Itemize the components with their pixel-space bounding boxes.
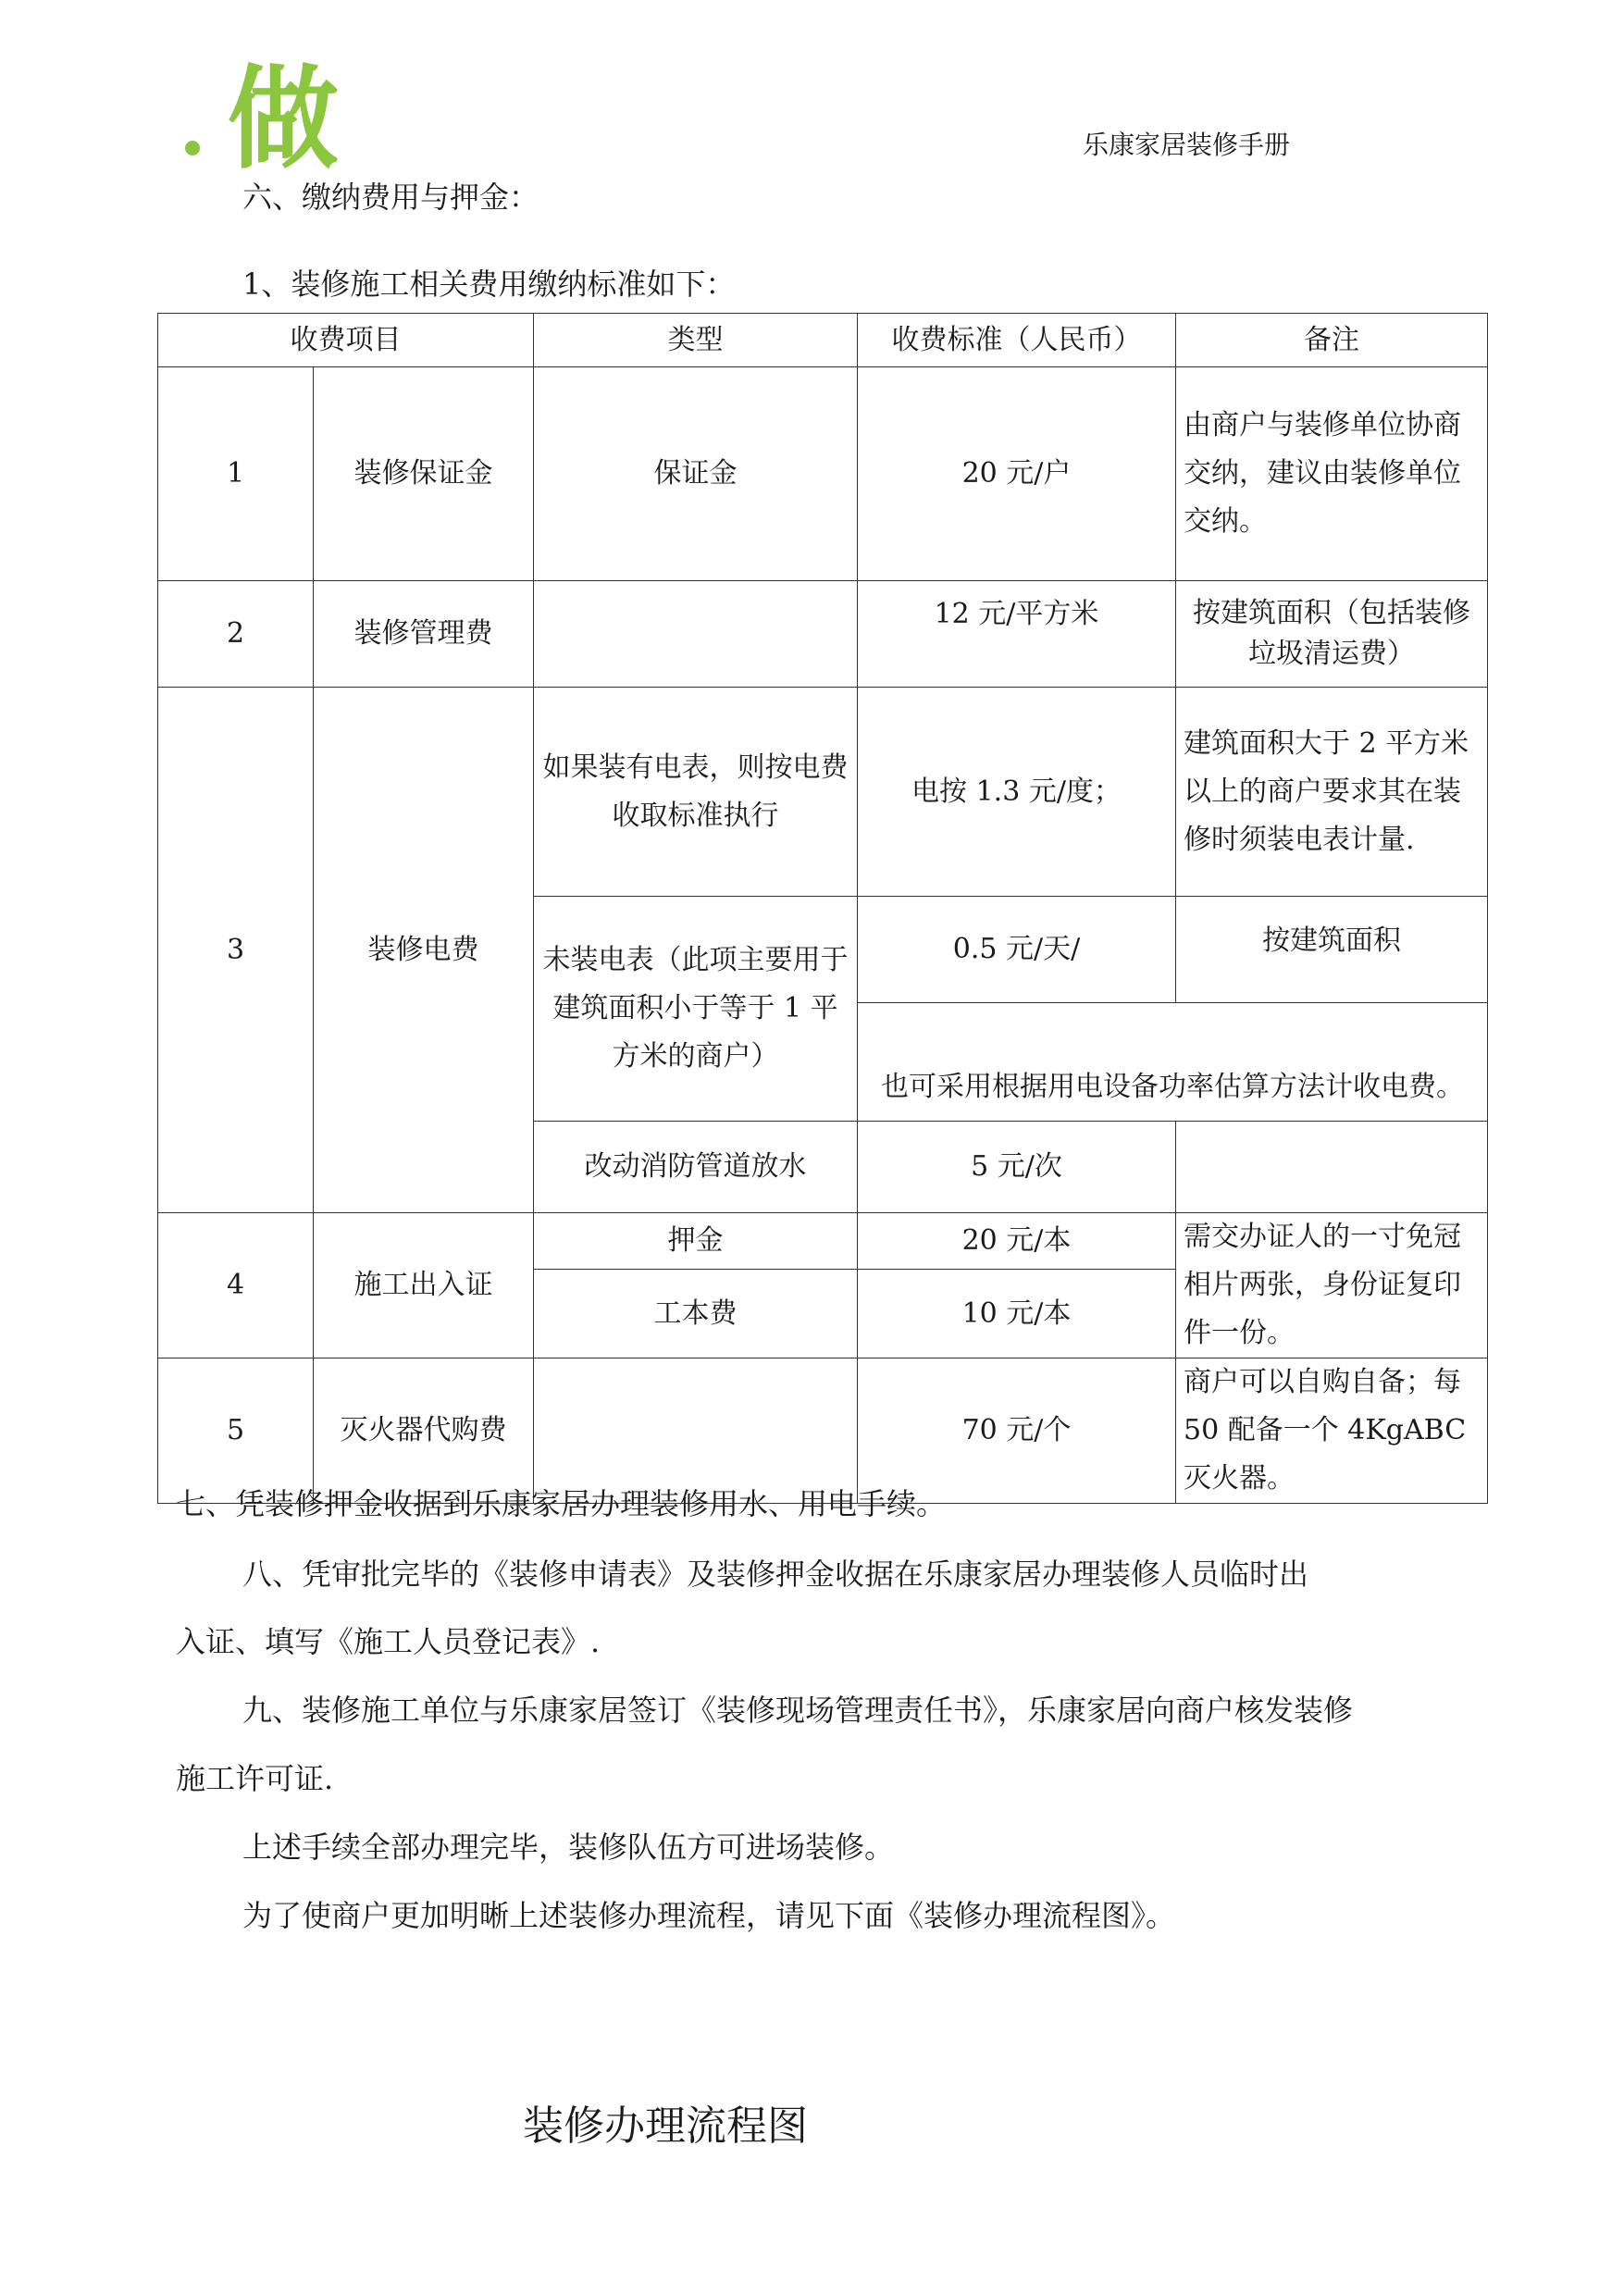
row1-type: 保证金	[534, 367, 858, 581]
row1-standard: 20 元/户	[858, 367, 1176, 581]
row3-note-c	[1176, 1122, 1488, 1213]
row4-type-b: 工本费	[534, 1270, 858, 1358]
row2-type	[534, 581, 858, 688]
table-row	[158, 581, 1488, 688]
fee-table	[157, 313, 1488, 1504]
row5-no: 5	[158, 1358, 314, 1504]
paragraph-8-line1: 八、凭审批完毕的《装修申请表》及装修押金收据在乐康家居办理装修人员临时出	[242, 1557, 1309, 1592]
row2-note: 按建筑面积（包括装修垃圾清运费）	[1176, 581, 1488, 688]
flow-chart-title: 装修办理流程图	[523, 2103, 808, 2150]
row2-no: 2	[158, 581, 314, 688]
row3-type-a: 如果装有电表，则按电费收取标准执行	[534, 688, 858, 897]
logo-dot	[185, 141, 200, 155]
paragraph-9-line1: 九、装修施工单位与乐康家居签订《装修现场管理责任书》，乐康家居向商户核发装修	[242, 1693, 1354, 1728]
row3-alternative-method: 也可采用根据用电设备功率估算方法计收电费。	[858, 1003, 1488, 1122]
row5-item: 灭火器代购费	[314, 1358, 534, 1504]
header-item: 收费项目	[158, 314, 534, 367]
row3-type-b: 未装电表（此项主要用于建筑面积小于等于 1 平方米的商户）	[534, 897, 858, 1122]
paragraph-11: 为了使商户更加明晰上述装修办理流程，请见下面《装修办理流程图》。	[242, 1898, 1176, 1933]
row4-item: 施工出入证	[314, 1213, 534, 1358]
row4-note: 需交办证人的一寸免冠相片两张，身份证复印件一份。	[1176, 1213, 1488, 1358]
section6-heading: 六、缴纳费用与押金：	[242, 180, 539, 215]
table-row	[158, 688, 1488, 897]
row3-standard-b: 0.5 元/天/	[858, 897, 1176, 1003]
row5-standard: 70 元/个	[858, 1358, 1176, 1504]
logo-character: 做	[228, 56, 339, 184]
table-row	[158, 1213, 1488, 1270]
row4-standard-a: 20 元/本	[858, 1213, 1176, 1270]
row4-no: 4	[158, 1213, 314, 1358]
row1-no: 1	[158, 367, 314, 581]
paragraph-10: 上述手续全部办理完毕，装修队伍方可进场装修。	[242, 1830, 895, 1865]
row3-note-a: 建筑面积大于 2 平方米以上的商户要求其在装修时须装电表计量.	[1176, 688, 1488, 897]
row4-standard-b: 10 元/本	[858, 1270, 1176, 1358]
row1-item: 装修保证金	[314, 367, 534, 581]
fee-table-header-row	[158, 314, 1488, 367]
row5-note: 商户可以自购自备；每 50 配备一个 4KgABC 灭火器。	[1176, 1358, 1488, 1504]
row3-item: 装修电费	[314, 688, 534, 1213]
document-title: 乐康家居装修手册	[1083, 130, 1291, 160]
paragraph-9-line2: 施工许可证.	[176, 1761, 334, 1796]
row1-note: 由商户与装修单位协商交纳，建议由装修单位交纳。	[1176, 367, 1488, 581]
header-type: 类型	[534, 314, 858, 367]
row4-type-a: 押金	[534, 1213, 858, 1270]
header-standard: 收费标准（人民币）	[858, 314, 1176, 367]
row3-standard-a: 电按 1.3 元/度；	[858, 688, 1176, 897]
row2-standard: 12 元/平方米	[858, 581, 1176, 688]
row5-type	[534, 1358, 858, 1504]
row2-item: 装修管理费	[314, 581, 534, 688]
brand-logo	[185, 37, 339, 184]
paragraph-8-line2: 入证、填写《施工人员登记表》.	[176, 1624, 601, 1659]
row3-type-c: 改动消防管道放水	[534, 1122, 858, 1213]
paragraph-7: 七、凭装修押金收据到乐康家居办理装修用水、用电手续。	[176, 1486, 947, 1521]
table-row	[158, 1358, 1488, 1504]
row3-standard-c: 5 元/次	[858, 1122, 1176, 1213]
row3-note-b: 按建筑面积	[1176, 897, 1488, 1003]
row3-no: 3	[158, 688, 314, 1213]
table-row	[158, 367, 1488, 581]
header-note: 备注	[1176, 314, 1488, 367]
section6-sub1: 1、装修施工相关费用缴纳标准如下：	[242, 267, 736, 302]
